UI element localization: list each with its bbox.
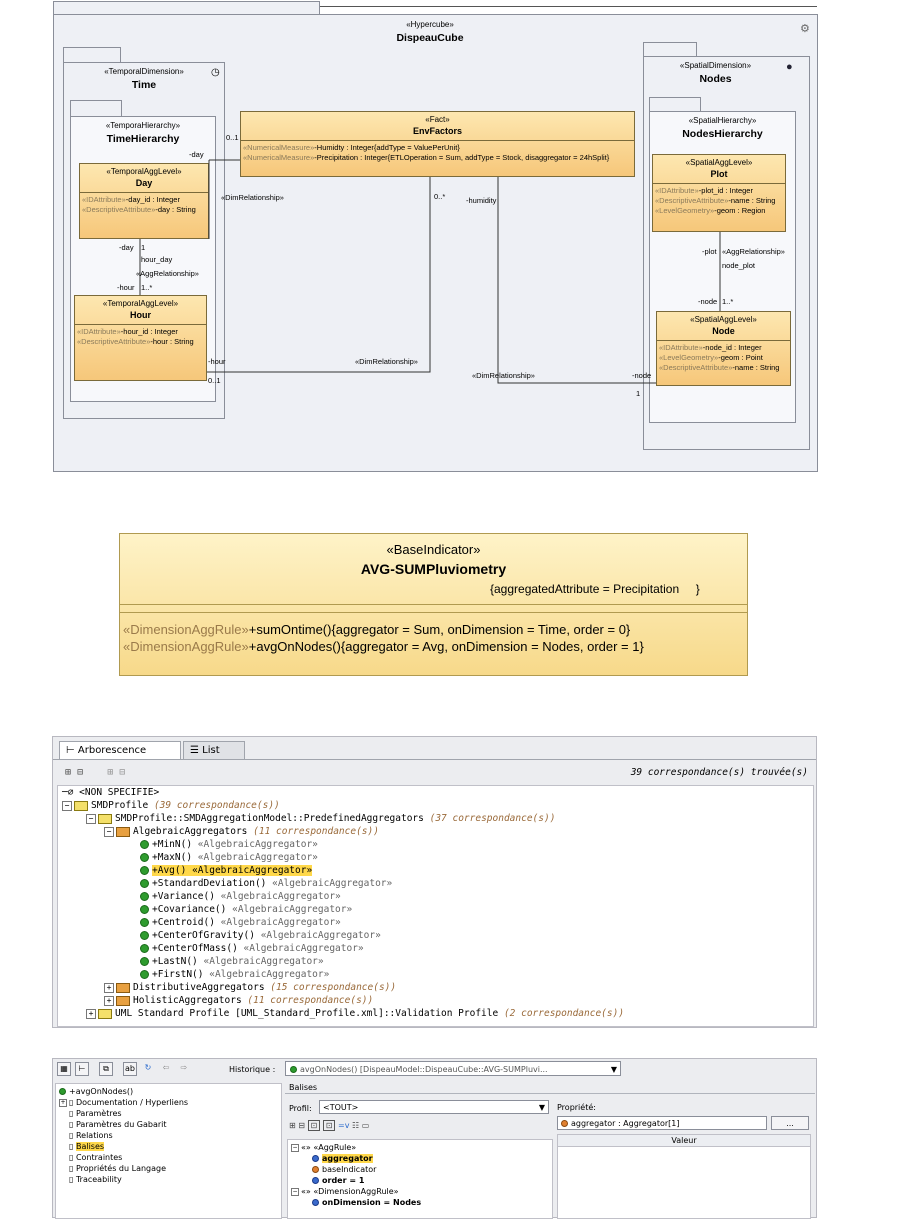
spec-nav-item[interactable]: [69, 1163, 166, 1174]
tab-divider: [53, 759, 816, 760]
tag-row[interactable]: [312, 1197, 421, 1208]
tab-list[interactable]: [183, 741, 245, 759]
time-stereotype: «TemporalDimension»: [104, 67, 184, 76]
attr-text: -name : String: [728, 196, 776, 205]
back-arrow-icon[interactable]: ⇦: [162, 1063, 170, 1072]
browse-button[interactable]: ...: [771, 1116, 809, 1130]
expand-icon[interactable]: +: [60, 1098, 66, 1106]
operation-name: +sumOntime(): [248, 622, 332, 637]
row-label: +LastN(): [152, 956, 198, 967]
copy-icon[interactable]: ⧉: [99, 1062, 113, 1076]
time-hierarchy-stereotype: «TemporaHierarchy»: [105, 121, 181, 130]
divider: [120, 604, 747, 605]
null-icon: ─⌀: [62, 787, 80, 798]
attr-stereotype: «LevelGeometry»: [659, 353, 719, 362]
plot-name: Plot: [710, 169, 728, 179]
hour-name: Hour: [130, 310, 151, 320]
attr-text: -Precipitation : Integer{ETLOperation = Sum, addType = Stock, disaggregator = 24hSplit}: [314, 153, 610, 162]
attr-text: -geom : Point: [718, 353, 763, 362]
association-name-label: hour_day: [141, 255, 173, 264]
expand-all-icon[interactable]: ⊞: [289, 1121, 296, 1130]
profile-icon: [98, 1009, 112, 1019]
property-icon: [312, 1166, 319, 1173]
page-icon: ▯: [69, 1142, 74, 1151]
tag-label: onDimension = Nodes: [322, 1198, 422, 1207]
list-icon: ☰: [190, 745, 203, 756]
nav-label: Paramètres: [75, 1109, 122, 1118]
tree-row-operation[interactable]: [140, 968, 329, 981]
tag-row[interactable]: [312, 1175, 364, 1186]
property-icon: [312, 1155, 319, 1162]
property-icon: [312, 1199, 319, 1206]
chevron-down-icon: ▼: [538, 1103, 545, 1112]
attr-text: -geom : Region: [714, 206, 766, 215]
section-divider: [285, 1093, 815, 1094]
operation-icon: [140, 866, 149, 875]
sort-abc-icon[interactable]: ab: [123, 1062, 137, 1076]
historique-dropdown[interactable]: [285, 1061, 621, 1076]
row-label: +CenterOfMass(): [152, 943, 238, 954]
tree-view-icon[interactable]: ⊢: [75, 1062, 89, 1076]
grid-icon[interactable]: ▦: [57, 1062, 71, 1076]
indicator-stereotype: «BaseIndicator»: [386, 542, 481, 557]
nav-label: Balises: [75, 1142, 105, 1151]
row-stereotype: «AlgebraicAggregator»: [220, 917, 341, 928]
tree-row-uml-standard-profile[interactable]: [86, 1007, 624, 1020]
row-stereotype: «AlgebraicAggregator»: [260, 930, 381, 941]
multiplicity-label: 1..*: [141, 283, 153, 292]
row-count: (37 correspondance(s)): [429, 813, 556, 824]
stereotype-icon: «»: [301, 1143, 311, 1152]
fact-node-link: [498, 177, 656, 383]
nodes-name: Nodes: [699, 73, 732, 85]
spec-nav-item[interactable]: [69, 1152, 122, 1163]
dimrelationship-label: «DimRelationship»: [221, 193, 284, 202]
search-results-panel: [52, 736, 817, 1028]
tree-row-nonspecifie[interactable]: [62, 786, 159, 799]
fact-stereotype: «Fact»: [425, 115, 450, 124]
tags-tree[interactable]: [287, 1139, 553, 1219]
hypercube-stereotype: «Hypercube»: [406, 20, 454, 29]
chevron-down-icon: ▼: [610, 1065, 617, 1074]
refresh-icon[interactable]: ↻: [144, 1063, 152, 1072]
page-icon: ▯: [69, 1164, 74, 1173]
role-label: -humidity: [466, 196, 497, 205]
tag-label: «DimensionAggRule»: [313, 1187, 399, 1196]
nav-label: Propriétés du Langage: [75, 1164, 167, 1173]
collapse-icon[interactable]: −: [86, 814, 96, 824]
row-label: +MinN(): [152, 839, 193, 850]
multiplicity-label: 1: [636, 389, 641, 398]
tag-label: order = 1: [322, 1176, 365, 1185]
node-stereotype: «SpatialAggLevel»: [690, 315, 757, 324]
time-hierarchy-name: TimeHierarchy: [106, 133, 180, 145]
time-name: Time: [131, 79, 157, 91]
tree-icon: ⊢: [66, 745, 78, 756]
operation-icon: [140, 970, 149, 979]
row-stereotype: «AlgebraicAggregator»: [243, 943, 364, 954]
tree-row-operation[interactable]: [140, 955, 324, 968]
row-label: +Centroid(): [152, 917, 215, 928]
nodes-hierarchy-stereotype: «SpatialHierarchy»: [688, 116, 757, 125]
tree-row-distributiveaggregators[interactable]: [104, 981, 396, 994]
attr-stereotype: «DescriptiveAttribute»: [659, 363, 733, 372]
property-icon: [561, 1120, 568, 1127]
operation-icon: [140, 944, 149, 953]
role-label: -hour: [117, 283, 135, 292]
highlighted-match: [152, 865, 312, 876]
dimrelationship-label: «DimRelationship»: [355, 357, 418, 366]
row-label: SMDProfile: [91, 800, 149, 811]
spec-nav-root[interactable]: [59, 1086, 133, 1097]
row-label: +StandardDeviation(): [152, 878, 267, 889]
nodes-stereotype: «SpatialDimension»: [679, 61, 752, 70]
collapse-all-icon[interactable]: ⊟: [298, 1121, 305, 1130]
row-stereotype: «AlgebraicAggregator»: [203, 956, 324, 967]
expand-icon[interactable]: +: [86, 1009, 96, 1019]
indicator-name: AVG-SUMPluviometry: [360, 561, 507, 577]
attr-stereotype: «DescriptiveAttribute»: [82, 205, 156, 214]
nav-label: Relations: [75, 1131, 113, 1140]
page-icon: ▯: [69, 1175, 74, 1184]
tag-label: aggregator: [322, 1154, 373, 1163]
page-icon: ▯: [69, 1120, 74, 1129]
options-icon[interactable]: ☷: [351, 1121, 360, 1130]
row-count: (11 correspondance(s)): [247, 995, 374, 1006]
sort-icon[interactable]: ⊡: [323, 1120, 336, 1131]
operation-name: +avgOnNodes(): [248, 639, 341, 654]
row-label: HolisticAggregators: [133, 995, 242, 1006]
role-label: -plot: [702, 247, 717, 256]
association-name-label: node_plot: [722, 261, 755, 270]
profil-label: Profil:: [289, 1104, 312, 1113]
operation-sumontime[interactable]: [123, 622, 630, 637]
tree-row-operation[interactable]: [140, 929, 381, 942]
indicator-tagged-value: {aggregatedAttribute = Precipitation }: [490, 582, 700, 596]
spec-nav-item[interactable]: [59, 1097, 188, 1108]
multiplicity-label: 1..*: [722, 297, 734, 306]
multiplicity-label: 1: [141, 243, 146, 252]
page-icon: ▯: [69, 1098, 74, 1107]
row-stereotype: «AlgebraicAggregator»: [272, 878, 393, 889]
row-label: +Covariance(): [152, 904, 227, 915]
historique-label: Historique :: [229, 1065, 276, 1074]
tree-row-operation[interactable]: [140, 916, 341, 929]
spec-nav-item[interactable]: [69, 1174, 122, 1185]
row-label: <NON SPECIFIE>: [79, 787, 160, 798]
operation-icon: [290, 1066, 297, 1073]
tree-row-operation[interactable]: [140, 851, 318, 864]
attr-stereotype: «IDAttribute»: [655, 186, 699, 195]
nav-label: Contraintes: [75, 1153, 123, 1162]
attr-text: -name : String: [732, 363, 780, 372]
results-tree[interactable]: [57, 785, 814, 1027]
row-label: UML Standard Profile [UML_Standard_Profile.xml]::Validation Profile: [115, 1008, 499, 1019]
divider: [120, 612, 747, 613]
row-stereotype: «AlgebraicAggregator»: [232, 904, 353, 915]
tree-row-operation[interactable]: [140, 838, 318, 851]
attr-stereotype: «DescriptiveAttribute»: [655, 196, 729, 205]
row-label: SMDProfile::SMDAggregationModel::PredefinedAggregators: [115, 813, 424, 824]
operation-tags: {aggregator = Avg, onDimension = Nodes, order = 1}: [340, 639, 644, 654]
row-label: +FirstN(): [152, 969, 204, 980]
row-stereotype: «AlgebraicAggregator»: [209, 969, 330, 980]
nav-label: Traceability: [75, 1175, 122, 1184]
tree-row-holisticaggregators[interactable]: [104, 994, 373, 1007]
result-count: 39 correspondance(s) trouvée(s): [630, 767, 808, 778]
gear-icon: ⚙: [800, 23, 810, 35]
attr-stereotype: «DescriptiveAttribute»: [77, 337, 151, 346]
row-stereotype: «AlgebraicAggregator»: [192, 865, 313, 876]
tag-label: «AggRule»: [313, 1143, 357, 1152]
base-indicator-class[interactable]: [119, 533, 748, 676]
globe-icon: ●: [786, 61, 793, 73]
dimrelationship-label: «DimRelationship»: [472, 371, 535, 380]
attr-text: -day_id : Integer: [125, 195, 180, 204]
nav-label: +avgOnNodes(): [69, 1087, 134, 1096]
aggrelationship-label: «AggRelationship»: [722, 247, 785, 256]
row-stereotype: «AlgebraicAggregator»: [220, 891, 341, 902]
multiplicity-label: 0..1: [208, 376, 221, 385]
connectors: [0, 0, 901, 480]
row-label: AlgebraicAggregators: [133, 826, 248, 837]
tag-row-selected[interactable]: [312, 1153, 373, 1164]
spec-nav-item[interactable]: [69, 1130, 113, 1141]
tab-label: Arborescence: [77, 745, 147, 756]
attr-text: -plot_id : Integer: [698, 186, 753, 195]
tag-row-stereotype[interactable]: [291, 1142, 356, 1153]
fact-name: EnvFactors: [412, 126, 463, 136]
attr-stereotype: «IDAttribute»: [77, 327, 121, 336]
hypercube-name: DispeauCube: [396, 32, 464, 44]
forward-arrow-icon[interactable]: ⇨: [180, 1063, 188, 1072]
panel-icon[interactable]: ▭: [361, 1121, 370, 1130]
expand-all-icon[interactable]: ⊞: [65, 767, 72, 778]
row-label: +CenterOfGravity(): [152, 930, 255, 941]
row-stereotype: «AlgebraicAggregator»: [197, 852, 318, 863]
propriete-value: aggregator : Aggregator[1]: [571, 1119, 680, 1128]
attr-text: -day : String: [155, 205, 196, 214]
value-filter-icon[interactable]: =v: [338, 1121, 350, 1130]
page-icon: ▯: [69, 1109, 74, 1118]
row-label: +Variance(): [152, 891, 215, 902]
plot-stereotype: «SpatialAggLevel»: [685, 158, 753, 167]
expand-selected-icon[interactable]: ⊞: [107, 767, 114, 778]
attr-stereotype: «IDAttribute»: [659, 343, 703, 352]
propriete-label: Propriété:: [557, 1103, 596, 1112]
role-label: -day: [189, 150, 204, 159]
attr-stereotype: «LevelGeometry»: [655, 206, 715, 215]
spec-nav-item[interactable]: [69, 1108, 122, 1119]
balises-toolbar[interactable]: [289, 1121, 369, 1130]
filter-icon[interactable]: ⊡: [308, 1120, 321, 1131]
operation-stereotype: «DimensionAggRule»: [123, 622, 249, 637]
tree-row-operation-selected[interactable]: [140, 864, 312, 877]
attr-text: -hour : String: [150, 337, 194, 346]
class-icon: [116, 983, 130, 993]
attr-text: -node_id : Integer: [702, 343, 762, 352]
role-label: -hour: [208, 357, 226, 366]
profil-value: <TOUT>: [323, 1103, 359, 1112]
balises-title: Balises: [289, 1083, 318, 1092]
operation-icon: [140, 853, 149, 862]
package-icon: [98, 814, 112, 824]
row-label: +Avg(): [152, 865, 187, 876]
collapse-icon[interactable]: −: [292, 1143, 298, 1151]
page-icon: ▯: [69, 1153, 74, 1162]
spec-nav-item-selected[interactable]: [69, 1141, 104, 1152]
class-icon: [116, 996, 130, 1006]
operation-icon: [140, 931, 149, 940]
tree-row-algebraicaggregators[interactable]: [104, 825, 379, 838]
attr-stereotype: «NumericalMeasure»: [243, 143, 315, 152]
nodes-hierarchy-name: NodesHierarchy: [682, 128, 763, 140]
role-label: -node: [698, 297, 718, 306]
profil-dropdown[interactable]: [319, 1100, 549, 1114]
tree-row-operation[interactable]: [140, 877, 392, 890]
node-name: Node: [712, 326, 735, 336]
day-stereotype: «TemporalAggLevel»: [106, 167, 182, 176]
valeur-header: Valeur: [558, 1135, 810, 1147]
day-name: Day: [135, 178, 153, 188]
collapse-icon[interactable]: −: [104, 827, 114, 837]
row-count: (39 correspondance(s)): [153, 800, 280, 811]
property-icon: [312, 1177, 319, 1184]
attr-text: -Humidty : Integer{addType = ValuePerUnit}: [314, 143, 460, 152]
multiplicity-label: 0..1: [226, 133, 239, 142]
class-icon: [116, 827, 130, 837]
tree-row-operation[interactable]: [140, 903, 352, 916]
tree-row-predefinedaggregators[interactable]: [86, 812, 555, 825]
expand-icon[interactable]: +: [104, 983, 114, 993]
package-icon: [74, 801, 88, 811]
specification-panel: [52, 1058, 817, 1218]
page-icon: ▯: [69, 1131, 74, 1140]
operation-icon: [140, 892, 149, 901]
operation-tags: {aggregator = Sum, onDimension = Time, order = 0}: [331, 622, 631, 637]
row-count: (11 correspondance(s)): [253, 826, 379, 837]
tab-arborescence[interactable]: [59, 741, 181, 759]
operation-icon: [140, 918, 149, 927]
collapse-icon[interactable]: −: [292, 1187, 298, 1195]
spec-nav-item[interactable]: [69, 1119, 167, 1130]
operation-icon: [140, 957, 149, 966]
attr-stereotype: «NumericalMeasure»: [243, 153, 315, 162]
collapse-icon[interactable]: −: [62, 801, 72, 811]
row-count: (15 correspondance(s)): [270, 982, 397, 993]
valeur-table[interactable]: [557, 1134, 811, 1219]
operation-icon: [140, 879, 149, 888]
tab-label: List: [202, 745, 220, 756]
historique-value: avgOnNodes() [DispeauModel::DispeauCube::AVG-SUMPluvi...: [300, 1065, 548, 1074]
operation-icon: [140, 905, 149, 914]
operation-icon: [140, 840, 149, 849]
clock-icon: ◷: [211, 67, 220, 78]
role-label: -node: [632, 371, 652, 380]
attr-text: -hour_id : Integer: [120, 327, 178, 336]
nav-label: Documentation / Hyperliens: [75, 1098, 189, 1107]
aggrelationship-label: «AggRelationship»: [136, 269, 199, 278]
hour-stereotype: «TemporalAggLevel»: [102, 299, 179, 308]
collapse-all-icon[interactable]: ⊟: [77, 767, 84, 778]
propriete-field[interactable]: [557, 1116, 767, 1130]
operation-stereotype: «DimensionAggRule»: [123, 639, 249, 654]
row-label: DistributiveAggregators: [133, 982, 265, 993]
tree-row-operation[interactable]: [140, 890, 341, 903]
stereotype-icon: «»: [301, 1187, 311, 1196]
role-label: -day: [119, 243, 134, 252]
row-stereotype: «AlgebraicAggregator»: [197, 839, 318, 850]
operation-avgonnodes[interactable]: [123, 639, 644, 654]
expand-icon[interactable]: +: [104, 996, 114, 1006]
multiplicity-label: 0..*: [434, 192, 446, 201]
operation-icon: [59, 1088, 66, 1095]
tree-row-operation[interactable]: [140, 942, 364, 955]
tag-row-stereotype[interactable]: [291, 1186, 399, 1197]
row-count: (2 correspondance(s)): [503, 1008, 625, 1019]
collapse-selected-icon[interactable]: ⊟: [119, 767, 126, 778]
hour-fact-link: [207, 177, 430, 372]
nav-label: Paramètres du Gabarit: [75, 1120, 167, 1129]
tag-row[interactable]: [312, 1164, 376, 1175]
tag-label: baseIndicator: [322, 1165, 377, 1174]
row-label: +MaxN(): [152, 852, 193, 863]
attr-stereotype: «IDAttribute»: [82, 195, 126, 204]
expand-collapse-buttons[interactable]: [65, 767, 125, 778]
tree-row-smdprofile[interactable]: [62, 799, 280, 812]
spec-nav-tree[interactable]: [55, 1083, 282, 1219]
